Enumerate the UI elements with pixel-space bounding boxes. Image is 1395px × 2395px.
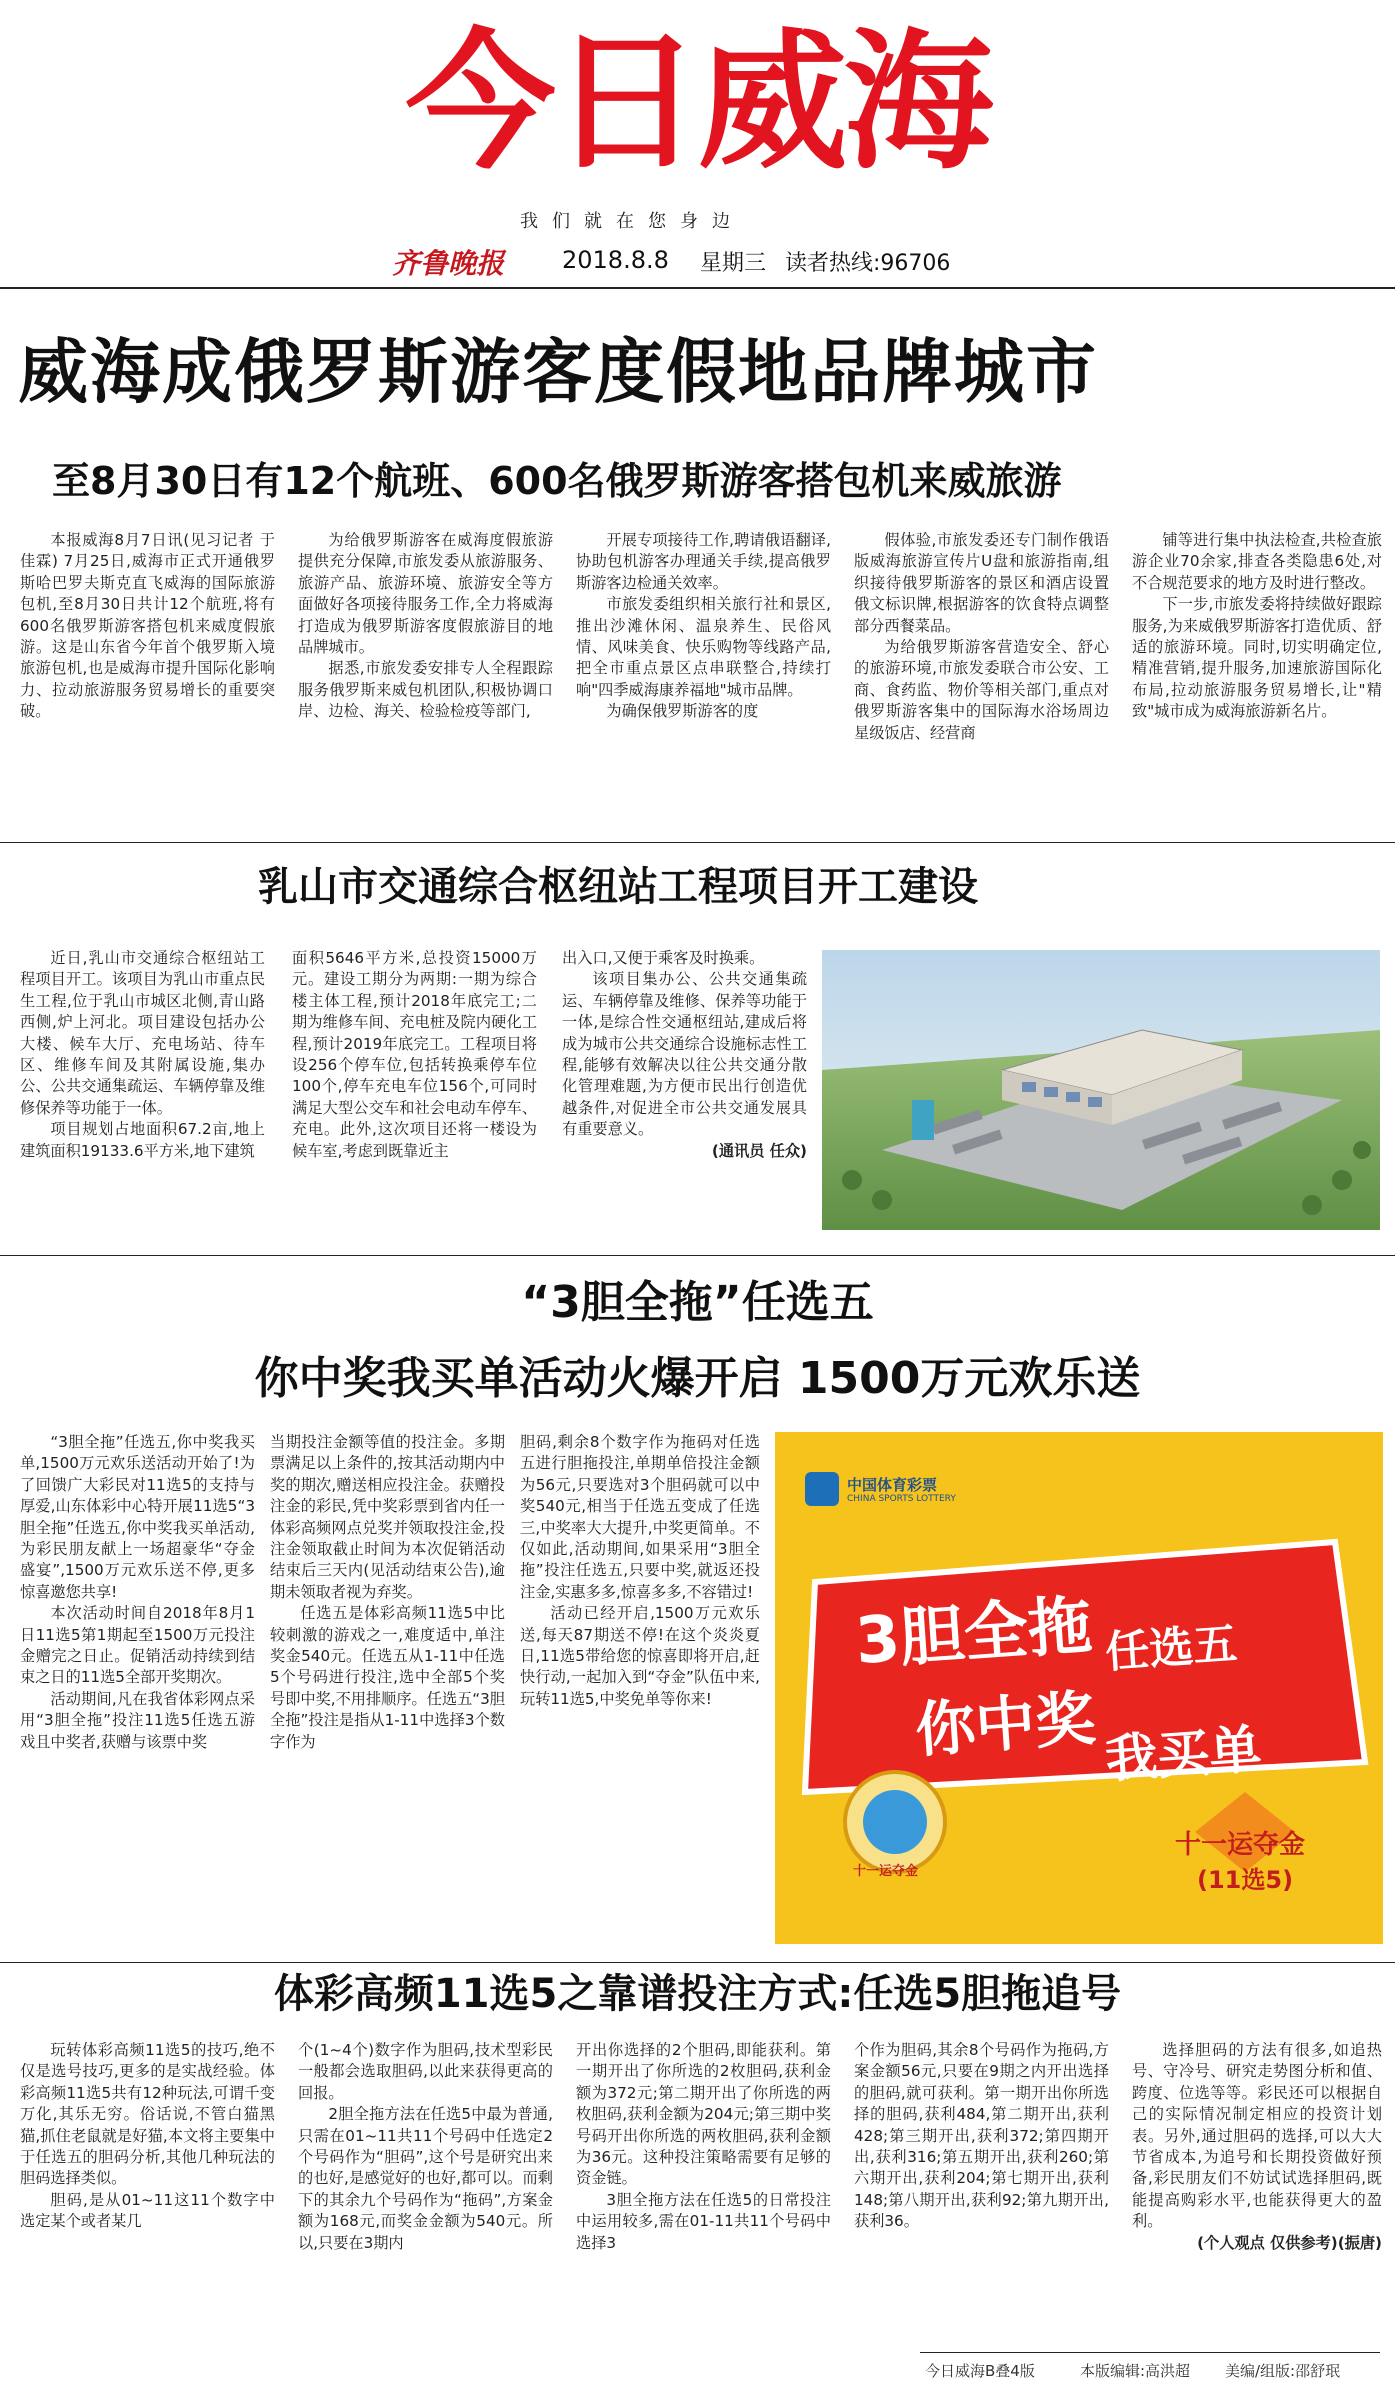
paragraph: 面积5646平方米,总投资15000万元。建设工期分为两期:一期为综合楼主体工程,预计2018年底完工;二期为维修车间、充电桩及院内硬化工程,预计2019年底完工。工程项目将设256个停车位,包括转换乘停车位100个,停车充电车位156个,可同时满足大型公交车和社会电动车停车、充电。此外,这次项目还将一楼设为候车室,考虑到既靠近主 bbox=[292, 949, 537, 1160]
ad-line-2: 任选五 bbox=[1103, 1618, 1239, 1679]
paragraph: 胆码,是从01~11这11个数字中选定某个或者某几 bbox=[20, 2190, 275, 2231]
section-divider bbox=[0, 842, 1395, 843]
story1-column-5 bbox=[1132, 530, 1382, 723]
story1-headline: 威海成俄罗斯游客度假地品牌城市 bbox=[18, 331, 1098, 413]
paragraph: 3胆全拖方法在任选5的日常投注中运用较多,需在01-11共11个号码中选择3 bbox=[576, 2190, 831, 2252]
ad-line-4: 我买单 bbox=[1103, 1719, 1264, 1791]
paragraph: 下一步,市旅发委将持续做好跟踪服务,为来威俄罗斯游客打造优质、舒适的旅游环境。同时,切实明确定位,精准营销,提升服务,加速旅游国际化布局,拉动旅游服务贸易增长,让"精致"城市成为威海旅游新名片。 bbox=[1132, 595, 1382, 721]
ad-sub-2: (11选5) bbox=[1197, 1866, 1294, 1894]
paragraph: 近日,乳山市交通综合枢纽站工程项目开工。该项目为乳山市重点民生工程,位于乳山市城区北侧,青山路西侧,炉上河北。项目建设包括办公大楼、候车大厅、充电场站、待车区、维修车间及其附属设施,集办公、公共交通集疏运、车辆停靠及维修保养等功能于一体。 bbox=[20, 949, 265, 1117]
ad-line-1: 3胆全拖 bbox=[853, 1588, 1095, 1680]
paragraph: 项目规划占地面积67.2亩,地上建筑面积19133.6平方米,地下建筑 bbox=[20, 1120, 265, 1160]
paragraph: 本报威海8月7日讯(见习记者 于佳霖) 7月25日,威海市正式开通俄罗斯哈巴罗夫斯克直飞威海的国际旅游包机,至8月30日共计12个航班,将有600名俄罗斯游客搭包机来威度假旅游。这是山东省今年首个俄罗斯入境旅游包机,也是威海市提升国际化影响力、拉动旅游服务贸易增长的重要突破。 bbox=[20, 531, 275, 721]
story2-column-3 bbox=[562, 948, 807, 1162]
masthead-infobar bbox=[0, 236, 1395, 284]
brand-logo: 齐鲁晚报 bbox=[392, 247, 505, 280]
issue-date: 2018.8.8 bbox=[562, 246, 669, 274]
paragraph: “3胆全拖”任选五,你中奖我买单,1500万元欢乐送活动开始了!为了回馈广大彩民对11选5的支持与厚爱,山东体彩中心特开展11选5“3胆全拖”任选五,你中奖我买单活动,为彩民朋友献上一场超豪华“夺金盛宴”,1500万元欢乐送不停,更多惊喜邀您共享! bbox=[20, 1433, 255, 1601]
paragraph: 当期投注金额等值的投注金。多期票满足以上条件的,按其活动期内中奖的期次,赠送相应投注金。获赠投注金的彩民,凭中奖彩票到省内任一体彩高频网点兑奖并领取投注金,投注金领取截止时间为本次促销活动结束后三天内(见活动结束公告),逾期未领取者视为弃奖。 bbox=[270, 1433, 505, 1601]
ad-sub-1: 十一运夺金 bbox=[1175, 1830, 1306, 1860]
paragraph: 活动已经开启,1500万元欢乐送,每天87期送不停!在这个炎炎夏日,11选5带给您的惊喜即将开启,赶快行动,一起加入到“夺金”队伍中来,玩转11选5,中奖免单等你来! bbox=[520, 1604, 760, 1708]
story3-headline: 你中奖我买单活动火爆开启 1500万元欢乐送 bbox=[254, 1353, 1141, 1404]
story4-column-1 bbox=[20, 2040, 275, 2233]
footer-editor: 本版编辑:高洪超 bbox=[1080, 2362, 1191, 2380]
paragraph: 个作为胆码,其余8个号码作为拖码,方案金额56元,只要在9期之内开出选择的胆码,就可获利。第一期开出你所选择的胆码,获利484,第二期开出,获利428;第三期开出,获利372;第四期开出,获利316;第五期开出,获利260;第六期开出,获利204;第七期开出,获利148;第八期开出,获利92;第九期开出,获利36。 bbox=[854, 2041, 1109, 2231]
paragraph: 为给俄罗斯游客在威海度假旅游提供充分保障,市旅发委从旅游服务、旅游产品、旅游环境、旅游安全等方面做好各项接待服务工作,全力将威海打造成为俄罗斯游客度假旅游目的地品牌城市。 bbox=[298, 531, 553, 657]
story1-column-4 bbox=[854, 530, 1109, 744]
story2-credit: (通讯员 任众) bbox=[711, 1141, 807, 1160]
transit-hub-rendering bbox=[822, 950, 1380, 1230]
section-divider bbox=[0, 1962, 1395, 1963]
reader-hotline: 读者热线:96706 bbox=[785, 251, 951, 276]
paragraph: 玩转体彩高频11选5的技巧,绝不仅是选号技巧,更多的是实战经验。体彩高频11选5共有12种玩法,可谓千变万化,其乐无穷。俗话说,不管白猫黑猫,抓住老鼠就是好猫,本文将主要集中于任选五的胆码分析,其他几种玩法的胆码选择类似。 bbox=[20, 2041, 275, 2188]
lottery-advertisement bbox=[775, 1432, 1383, 1944]
masthead-motto: 我们就在您身边 bbox=[520, 211, 744, 232]
masthead-divider bbox=[0, 287, 1395, 289]
story1-column-1 bbox=[20, 530, 275, 723]
story4-column-5 bbox=[1132, 2040, 1382, 2254]
paragraph: 胆码,剩余8个数字作为拖码对任选五进行胆拖投注,单期单倍投注金额为56元,只要选对3个胆码就可以中奖540元,相当于任选五变成了任选三,中奖率大大提升,中奖更简单。不仅如此,活动期间,如果采用“3胆全拖”投注任选五,只要中奖,就返还投注金,实惠多多,惊喜多多,不容错过! bbox=[520, 1433, 760, 1601]
paragraph: 开展专项接待工作,聘请俄语翻译,协助包机游客办理通关手续,提高俄罗斯游客边检通关效率。 bbox=[576, 531, 831, 592]
story4-column-3 bbox=[576, 2040, 831, 2254]
story1-subhead: 至8月30日有12个航班、600名俄罗斯游客搭包机来威旅游 bbox=[52, 459, 1062, 503]
paragraph: 为确保俄罗斯游客的度 bbox=[606, 702, 759, 721]
story4-credit: (个人观点 仅供参考)(振唐) bbox=[1197, 2233, 1382, 2252]
ad-badge: 十一运夺金 bbox=[853, 1864, 919, 1879]
paragraph: 出入口,又便于乘客及时换乘。 bbox=[562, 949, 765, 967]
paragraph: 该项目集办公、公共交通集疏运、车辆停靠及维修、保养等功能于一体,是综合性交通枢纽站,建成后将成为城市公共交通综合设施标志性工程,能够有效解决以往公共交通分散化管理难题,为方便市民出行创造优越条件,对促进全市公共交通发展具有重要意义。 bbox=[562, 970, 807, 1139]
paragraph: 选择胆码的方法有很多,如追热号、守冷号、研究走势图分析和值、跨度、位选等等。彩民还可以根据自己的实际情况制定相应的投资计划表。另外,通过胆码的选择,可以大大节省成本,为追号和长期投资做好预备,彩民朋友们不妨试试选择胆码,既能提高购彩水平,也能获得更大的盈利。 bbox=[1132, 2041, 1382, 2231]
story4-column-4 bbox=[854, 2040, 1109, 2233]
story4-column-2 bbox=[298, 2040, 553, 2254]
paragraph: 据悉,市旅发委安排专人全程跟踪服务俄罗斯来威包机团队,积极协调口岸、边检、海关、检验检疫等部门, bbox=[298, 659, 553, 721]
ad-logo-cn: 中国体育彩票 bbox=[847, 1476, 938, 1494]
paragraph: 本次活动时间自2018年8月1日11选5第1期起至1500万元投注金赠完之日止。促销活动持续到结束之日的11选5全部开奖期次。 bbox=[20, 1604, 255, 1687]
paragraph: 个(1~4个)数字作为胆码,技术型彩民一般都会选取胆码,以此来获得更高的回报。 bbox=[298, 2041, 553, 2102]
ad-line-3: 你中奖 bbox=[913, 1683, 1098, 1767]
paragraph: 市旅发委组织相关旅行社和景区,推出沙滩休闲、温泉养生、民俗风情、风味美食、快乐购物等线路产品,把全市重点景区点串联整合,持续打响"四季威海康养福地"城市品牌。 bbox=[576, 595, 831, 699]
story2-headline: 乳山市交通综合枢纽站工程项目开工建设 bbox=[258, 864, 978, 910]
footer-divider bbox=[920, 2352, 1380, 2353]
story1-column-3 bbox=[576, 530, 831, 723]
story3-column-3 bbox=[520, 1432, 760, 1710]
story3-column-1 bbox=[20, 1432, 255, 1753]
paragraph: 假体验,市旅发委还专门制作俄语版威海旅游宣传片U盘和旅游指南,组织接待俄罗斯游客的景区和酒店设置俄文标识牌,根据游客的饮食特点调整部分西餐菜品。 bbox=[854, 531, 1109, 635]
story2-column-1 bbox=[20, 948, 265, 1162]
paragraph: 2胆全拖方法在任选5中最为普通,只需在01~11共11个号码中任选定2个号码作为“胆码”,这个号是研究出来的也好,是感觉好的也好,都可以。而剩下的其余九个号码作为“拖码”,方案金额为168元,而奖金金额为540元。所以,只要在3期内 bbox=[298, 2105, 553, 2252]
paragraph: 为给俄罗斯游客营造安全、舒心的旅游环境,市旅发委联合市公安、工商、食药监、物价等相关部门,重点对俄罗斯游客集中的国际海水浴场周边星级饭店、经营商 bbox=[854, 638, 1109, 742]
story3-column-2 bbox=[270, 1432, 505, 1753]
section-divider bbox=[0, 1255, 1395, 1256]
story1-column-2 bbox=[298, 530, 553, 723]
footer-designer: 美编/组版:邵舒珉 bbox=[1225, 2362, 1341, 2380]
story4-headline: 体彩高频11选5之靠谱投注方式:任选5胆拖追号 bbox=[273, 1971, 1122, 2017]
paragraph: 活动期间,凡在我省体彩网点采用“3胆全拖”投注11选5任选五游戏且中奖者,获赠与该票中奖 bbox=[20, 1689, 255, 1751]
paragraph: 开出你选择的2个胆码,即能获利。第一期开出了你所选的2枚胆码,获利金额为372元;第二期开出了你所选的两枚胆码,获利金额为204元;第三期中奖号码开出你所选的两枚胆码,获利金额为36元。这种投注策略需要有足够的资金链。 bbox=[576, 2041, 831, 2188]
tower-accent bbox=[912, 1100, 934, 1140]
ad-logo-en: CHINA SPORTS LOTTERY bbox=[847, 1494, 956, 1504]
paragraph: 铺等进行集中执法检查,共检查旅游企业70余家,排查各类隐患6处,对不合规范要求的地方及时进行整改。 bbox=[1132, 531, 1382, 592]
story3-kicker: “3胆全拖”任选五 bbox=[521, 1277, 874, 1328]
issue-weekday: 星期三 bbox=[700, 251, 767, 276]
story2-column-2 bbox=[292, 948, 537, 1162]
building-illustration bbox=[822, 950, 1380, 1230]
masthead-title: 今日威海 bbox=[405, 16, 990, 190]
paragraph: 任选五是体彩高频11选5中比较刺激的游戏之一,难度适中,单注奖金540元。任选五从1-11中任选5个号码进行投注,选中全部5个奖号即中奖,不用排顺序。任选五“3胆全拖”投注是指从1-11中选择3个数字作为 bbox=[270, 1604, 505, 1751]
footer-page: 今日威海B叠4版 bbox=[925, 2362, 1035, 2380]
